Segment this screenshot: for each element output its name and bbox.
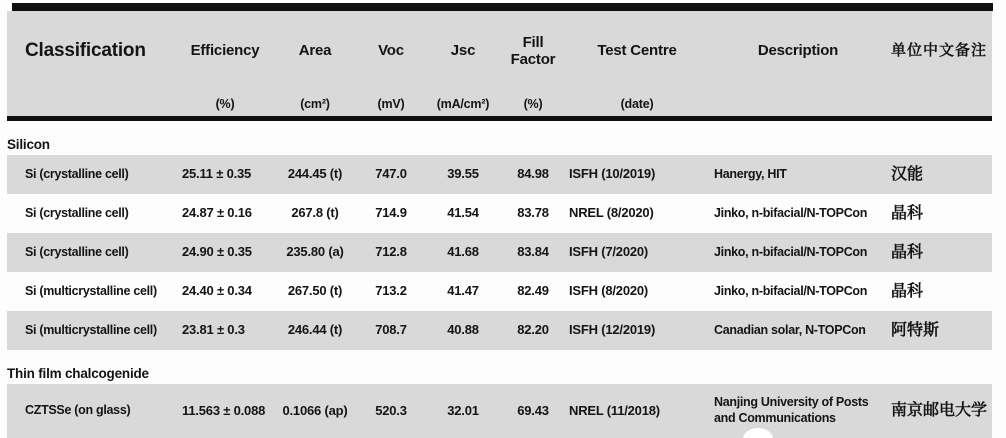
cell-area: 267.8 (t) [291,205,339,221]
table-row [7,233,992,272]
column-header-fill-factor [499,11,567,116]
cell-description: Nanjing University of Posts and Communications [714,395,869,425]
cell-area: 244.45 (t) [287,166,343,182]
column-header-classification [7,11,175,116]
cell-remark_cn: 晶科 [891,243,924,261]
cell-classification: Si (multicrystalline cell) [25,283,157,298]
cell-description: Jinko, n-bifacial/N-TOPCon [714,244,868,259]
column-header-label: Description [757,42,839,60]
cell-jsc: 39.55 [447,166,479,182]
section-title: Silicon [7,121,992,155]
cell-description: Jinko, n-bifacial/N-TOPCon [714,205,868,220]
cell-jsc: 41.68 [447,244,479,260]
column-header-label: Jsc [450,42,476,60]
cell-voc: 747.0 [375,166,407,182]
cell-efficiency: 25.11 ± 0.35 [182,166,252,182]
column-header-unit: (mV) [377,97,405,111]
cell-efficiency: 11.563 ± 0.088 [182,402,266,418]
cell-classification: Si (crystalline cell) [25,205,129,220]
cell-efficiency: 23.81 ± 0.3 [182,322,245,338]
cell-efficiency: 24.87 ± 0.16 [182,205,252,221]
cell-description: Jinko, n-bifacial/N-TOPCon [714,283,868,298]
column-header-remark-cn [889,11,992,116]
cell-classification: CZTSSe (on glass) [25,403,131,418]
column-header-label: Classification [25,40,146,62]
column-header-efficiency [175,11,275,116]
table-row [7,155,992,194]
table-row [7,311,992,350]
cell-test_centre: ISFH (7/2020) [569,244,649,260]
column-header-unit: (%) [523,97,543,111]
top-border-rule [12,3,993,11]
cell-voc: 520.3 [375,402,407,418]
cell-jsc: 41.47 [447,283,479,299]
cell-efficiency: 24.90 ± 0.35 [182,244,252,260]
column-header-unit [889,92,992,116]
cell-efficiency: 24.40 ± 0.34 [182,283,252,299]
cell-fill_factor: 83.84 [517,244,549,260]
cell-test_centre: ISFH (12/2019) [569,322,656,338]
cell-area: 246.44 (t) [287,322,343,338]
column-header-unit [707,92,889,116]
cell-test_centre: ISFH (10/2019) [569,166,656,182]
column-header-unit: (date) [620,97,654,111]
cell-jsc: 40.88 [447,322,479,338]
cell-test_centre: ISFH (8/2020) [569,283,649,299]
cell-fill_factor: 69.43 [517,402,549,418]
table-header-row [7,11,992,116]
cell-description: Canadian solar, N-TOPCon [714,322,866,337]
cell-fill_factor: 83.78 [517,205,549,221]
cell-remark_cn: 晶科 [891,204,924,222]
column-header-unit: (cm²) [300,97,330,111]
cell-test_centre: NREL (8/2020) [569,205,654,221]
cell-voc: 713.2 [375,283,407,299]
column-header-unit [7,92,175,116]
cell-area: 267.50 (t) [287,283,343,299]
cell-remark_cn: 汉能 [891,165,924,183]
column-header-label: Area [298,42,332,60]
column-header-description [707,11,889,116]
cell-voc: 714.9 [375,205,407,221]
table-row [7,384,992,438]
cell-description: Hanergy, HIT [714,166,787,181]
table-row [7,194,992,233]
cell-classification: Si (multicrystalline cell) [25,322,157,337]
column-header-label: Test Centre [597,42,677,60]
table-row [7,272,992,311]
column-header-label: 单位中文备注 [891,42,988,60]
cell-test_centre: NREL (11/2018) [569,402,660,418]
cell-area: 0.1066 (ap) [282,402,348,418]
column-header-test-centre [567,11,707,116]
cell-fill_factor: 84.98 [517,166,549,182]
column-header-voc [355,11,427,116]
cell-fill_factor: 82.20 [517,322,549,338]
cell-classification: Si (crystalline cell) [25,166,129,181]
column-header-unit: (%) [215,97,235,111]
efficiency-table [7,11,992,438]
cell-jsc: 32.01 [447,402,479,418]
section-title: Thin film chalcogenide [7,350,992,384]
column-header-unit: (mA/cm²) [436,97,490,111]
column-header-label: Voc [378,42,404,60]
cell-jsc: 41.54 [447,205,479,221]
cell-remark_cn: 晶科 [891,282,924,300]
cell-area: 235.80 (a) [286,244,344,260]
cell-classification: Si (crystalline cell) [25,244,129,259]
column-header-label: Fill Factor [510,34,556,68]
cell-fill_factor: 82.49 [517,283,549,299]
table-body [7,121,992,438]
column-header-label: Efficiency [190,42,260,60]
cell-voc: 708.7 [375,322,407,338]
column-header-area [275,11,355,116]
cell-remark_cn: 阿特斯 [891,321,940,339]
cell-remark_cn: 南京邮电大学 [891,402,988,419]
column-header-jsc [427,11,499,116]
cell-voc: 712.8 [375,244,407,260]
